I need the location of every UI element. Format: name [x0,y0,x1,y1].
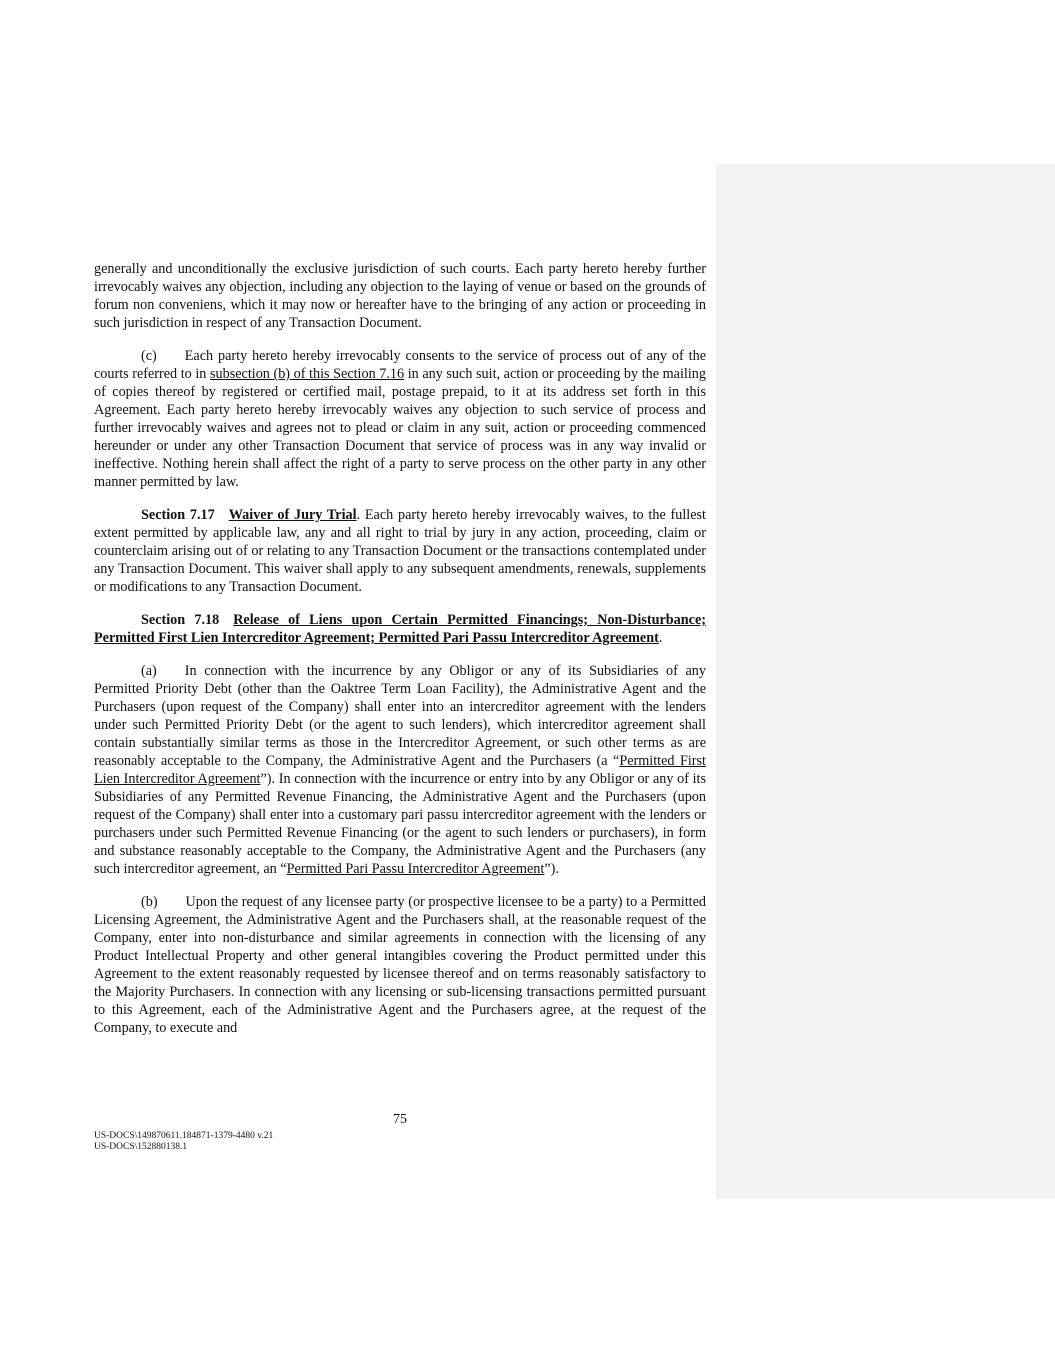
subsection-reference: subsection (b) of this Section 7.16 [210,366,405,382]
clause-label: (b) [141,894,158,910]
section-number: Section 7.17 [141,507,215,523]
clause-label: (a) [141,663,157,679]
page-number: 75 [393,1112,407,1127]
document-id: US-DOCS\152880138.1 [94,1142,188,1152]
section-7-17 [94,506,706,596]
document-id: US-DOCS\149870611.184871-1379-4480 v.21 [94,1131,274,1141]
paragraph-text: in any such suit, action or proceeding by the mailing of copies thereof by registered or certified mail, postage prepaid, to it at its address set forth in this Agreement. Each party hereto hereby irrevocably waives any objection to such service of process and further irrevocably waives and agrees not to plead or claim in any suit, action or proceeding commenced hereunder or under any other Transaction Document that service of process was in any way invalid or ineffective. Nothing herein shall affect the right of a party to serve process on the other party in any other manner permitted by law. [94,366,706,490]
section-number: Section 7.18 [141,612,220,628]
section-heading-period: . [658,630,663,646]
section-7-18 [94,611,706,647]
paragraph-jurisdiction: generally and unconditionally the exclusive jurisdiction of such courts. Each party hereto hereby further irrevocably waives any objection, including any objection to the laying of venue or based on the grounds of forum non conveniens, which it may now or hereafter have to the bringing of any action or proceeding in such jurisdiction in respect of any Transaction Document. [94,261,706,331]
clause-label: (c) [141,348,157,364]
section-heading: Release of Liens upon Certain Permitted Financings; Non-Disturbance; Permitted First Lien Intercreditor Agreement; Permitted Pari Passu Intercreditor Agreement [94,612,706,646]
section-heading-period: . [356,507,361,523]
paragraph-text: ”). [544,861,559,877]
defined-term: Permitted First Lien Intercreditor Agreement [94,753,706,787]
paragraph-c [94,347,706,491]
document-body [94,260,706,1052]
defined-term: Permitted Pari Passu Intercreditor Agreement [286,861,545,877]
section-body: Each party hereto hereby irrevocably waives, to the fullest extent permitted by applicable law, any and all right to trial by jury in any action, proceeding, claim or counterclaim arising out of or relating to any Transaction Document or the transactions contemplated under any Transaction Document. This waiver shall apply to any subsequent amendments, renewals, supplements or modifications to any Transaction Document. [94,507,706,595]
paragraph-text: In connection with the incurrence by any Obligor or any of its Subsidiaries of any Permitted Priority Debt (other than the Oaktree Term Loan Facility), the Administrative Agent and the Purchasers (upon request of the Company) shall enter into an intercreditor agreement with the lenders under such Permitted Priority Debt (or the agent to such lenders), which intercreditor agreement shall contain substantially similar terms as those in the Intercreditor Agreement, or such other terms as are reasonably acceptable to the Company, the Administrative Agent and the Purchasers (a “ [94,663,706,769]
comment-pane [716,164,1055,1199]
paragraph-a [94,662,706,878]
paragraph-text: ”). In connection with the incurrence or entry into by any Obligor or any of its Subsidiaries of any Permitted Revenue Financing, the Administrative Agent and the Purchasers (upon request of the Company) shall enter into a customary pari passu intercreditor agreement with the lenders or purchasers under such Permitted Revenue Financing (or the agent to such lenders or purchasers), in form and substance reasonably acceptable to the Company, the Administrative Agent and the Purchasers (any such intercreditor agreement, an “ [94,771,706,877]
paragraph-text: Each party hereto hereby irrevocably consents to the service of process out of any of the courts referred to in [94,348,706,382]
section-heading: Waiver of Jury Trial [228,507,357,523]
paragraph-b [94,893,706,1037]
document-footer [94,1131,273,1153]
paragraph-text: Upon the request of any licensee party (or prospective licensee to be a party) to a Permitted Licensing Agreement, the Administrative Agent and the Purchasers shall, at the reasonable request of the Company, enter into non-disturbance and similar agreements in connection with the licensing of any Product Intellectual Property and other general intangibles covering the Product permitted under this Agreement to the extent reasonably requested by licensee thereof and on terms reasonably satisfactory to the Majority Purchasers. In connection with any licensing or sub-licensing transactions permitted pursuant to this Agreement, each of the Administrative Agent and the Purchasers agree, at the request of the Company, to execute and [94,894,706,1036]
